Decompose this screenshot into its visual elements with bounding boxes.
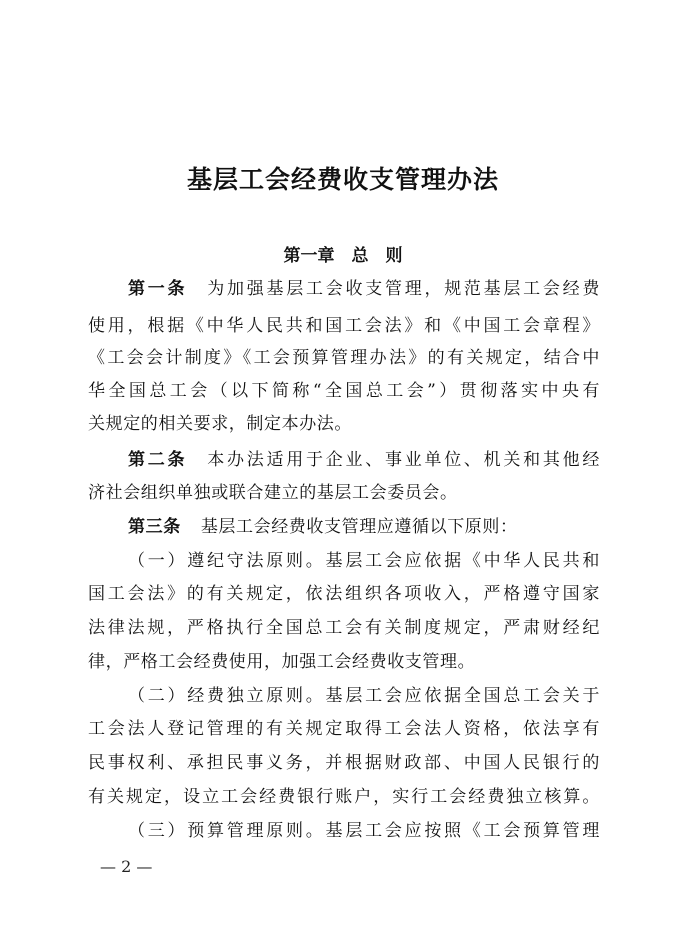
page-number: — 2 — — [100, 857, 153, 876]
principle-2-line-2: 工会法人登记管理的有关规定取得工会法人资格，依法享有 — [88, 719, 600, 739]
principle-1-line-3: 法律法规，严格执行全国总工会有关制度规定，严肃财经纪 — [88, 618, 600, 638]
article-2-label: 第二条 — [128, 450, 188, 470]
principle-2-line-4: 有关规定，设立工会经费银行账户，实行工会经费独立核算。 — [88, 787, 600, 807]
article-1-line-4: 华全国总工会（以下简称“全国总工会”）贯彻落实中央有 — [88, 381, 600, 401]
principle-2-line-1: （二）经费独立原则。基层工会应依据全国总工会关于 — [128, 686, 600, 706]
principle-3-line-1: （三）预算管理原则。基层工会应按照《工会预算管理 — [128, 821, 600, 841]
chapter-heading: 第一章 总 则 — [283, 246, 403, 266]
article-1-label: 第一条 — [128, 279, 188, 299]
article-3-text: 基层工会经费收支管理应遵循以下原则： — [200, 517, 518, 537]
article-2-line-2: 济社会组织单独或联合建立的基层工会委员会。 — [88, 483, 458, 503]
principle-1-line-4: 律，严格工会经费使用，加强工会经费收支管理。 — [88, 652, 476, 672]
document-title: 基层工会经费收支管理办法 — [186, 165, 499, 194]
article-2-text: 本办法适用于企业、事业单位、机关和其他经 — [207, 450, 601, 470]
article-3-label: 第三条 — [128, 517, 181, 537]
article-1-line-5: 关规定的相关要求，制定本办法。 — [88, 414, 352, 434]
article-1-text: 为加强基层工会收支管理，规范基层工会经费 — [207, 279, 601, 299]
article-3-line-1 — [88, 514, 600, 540]
article-1-line-3: 《工会会计制度》《工会预算管理办法》的有关规定，结合中 — [88, 348, 600, 368]
article-1-line-2: 使用，根据《中华人民共和国工会法》和《中国工会章程》 — [88, 316, 600, 336]
principle-1-line-2: 国工会法》的有关规定，依法组织各项收入，严格遵守国家 — [88, 584, 600, 604]
principle-1-line-1: （一）遵纪守法原则。基层工会应依据《中华人民共和 — [128, 551, 600, 571]
article-1-line-1 — [88, 276, 600, 302]
article-2-line-1 — [88, 447, 600, 473]
principle-2-line-3: 民事权利、承担民事义务，并根据财政部、中国人民银行的 — [88, 753, 600, 773]
